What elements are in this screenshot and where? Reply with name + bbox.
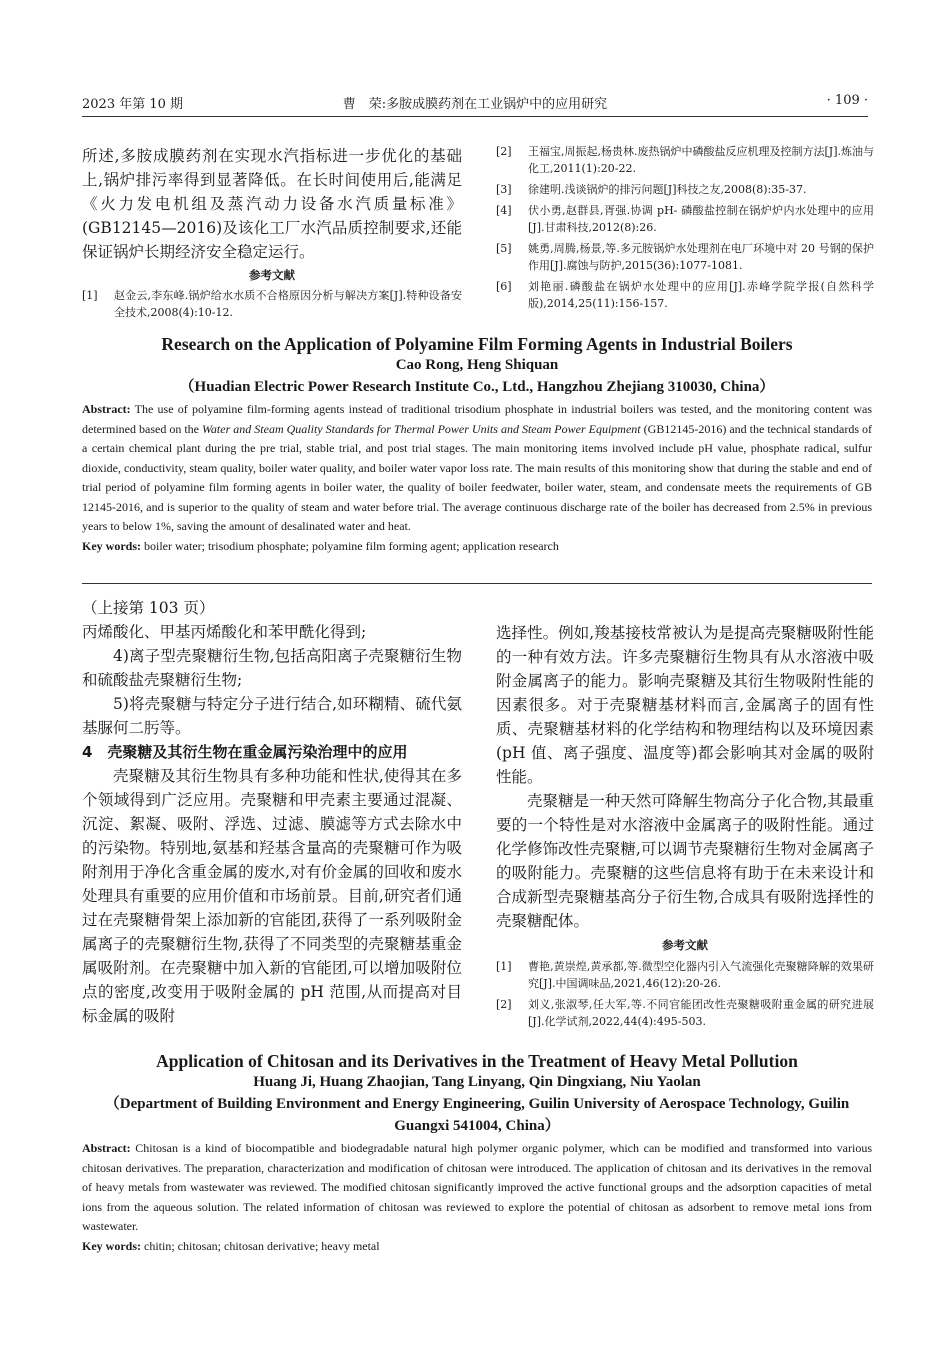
reference-item: [3] 徐建明.浅谈锅炉的排污问题[J]科技之友,2008(8):35-37. (496, 183, 807, 196)
article2-en-affiliation: （Department of Building Environment and Energy Engineering, Guilin University of Aerospace Technology, Guilin Guangxi 541004, China） (104, 1096, 850, 1134)
article1-en-authors: Cao Rong, Heng Shiquan (395, 357, 559, 373)
article1-keywords: Key words: boiler water; trisodium phosphate; polyamine film forming agent; application research (82, 538, 559, 553)
article2-references-heading: 参考文献 (662, 938, 708, 952)
abstract-label: Abstract: (82, 1141, 131, 1155)
running-title: 曹 荣:多胺成膜药剂在工业锅炉中的应用研究 (342, 97, 608, 112)
reference-item: [1] 赵金云,李东峰.锅炉给水水质不合格原因分析与解决方案[J].特种设备安全技术,2008(4):10-12. (82, 289, 462, 319)
article2-abstract: Abstract: Chitosan is a kind of biocompatible and biodegradable natural high polymer organic polymer, which can be modified and transformed into various chitosan derivatives. The preparation, characterization and modification of chitosan were introduced. The application of chitosan and its derivatives in the removal of heavy metals from wastewater was reviewed. The modified chitosan significantly improved the active functional groups and the adsorption capacities of metal ions from the aqueous solution. The related information of chitosan was reviewed to explore the potential of chitosan as adsorbent to remove metal ions from wastewater. (82, 1141, 873, 1233)
article1-references-left (82, 287, 462, 321)
header-rule (82, 116, 868, 117)
article1-conclusion: 所述,多胺成膜药剂在实现水汽指标进一步优化的基础上,锅炉排污率得到显著降低。在长时间使用后,能满足《火力发电机组及蒸汽动力设备水汽质量标准》(GB12145—2016)及该化工厂水汽品质控制要求,还能保证锅炉长期经济安全稳定运行。 (82, 147, 462, 261)
reference-item: [6] 刘艳丽.磷酸盐在锅炉水处理中的应用[J].赤峰学院学报(自然科学版),2014,25(11):156-157. (496, 280, 874, 310)
article1-en-title: Research on the Application of Polyamine Film Forming Agents in Industrial Boilers (161, 334, 793, 354)
article1-references-right (496, 143, 874, 312)
article2-en-title: Application of Chitosan and its Derivatives in the Treatment of Heavy Metal Pollution (156, 1051, 798, 1071)
body-paragraph: 5)将壳聚糖与特定分子进行结合,如环糊精、硫代氨基脲何二肟等。 (82, 695, 462, 737)
article-divider (82, 583, 872, 584)
reference-item: [1] 曹艳,黄崇煌,黄承都,等.微型空化器内引入气流强化壳聚糖降解的效果研究[J].中国调味品,2021,46(12):20-26. (496, 960, 874, 990)
body-paragraph: 选择性。例如,羧基接枝常被认为是提高壳聚糖吸附性能的一种有效方法。许多壳聚糖衍生物具有从水溶液中吸附金属离子的能力。影响壳聚糖及其衍生物吸附性能的因素很多。对于壳聚糖基材料而言,金属离子的固有性质、壳聚糖基材料的化学结构和物理结构以及环境因素(pH 值、离子强度、温度等)都会影响其对金属的吸附性能。 (496, 624, 874, 786)
reference-item: [2] 王福宝,周振起,杨贵林.废热锅炉中磷酸盐反应机理及控制方法[J].炼油与化工,2011(1):20-22. (496, 145, 874, 175)
article2-right-column (496, 621, 874, 1030)
article2-en-authors: Huang Ji, Huang Zhaojian, Tang Linyang, Qin Dingxiang, Niu Yaolan (253, 1074, 701, 1090)
article1-references-heading: 参考文献 (249, 268, 295, 282)
article1-left-column (82, 144, 462, 321)
continued-from-note: （上接第 103 页） (82, 599, 215, 617)
body-paragraph: 壳聚糖是一种天然可降解生物高分子化合物,其最重要的一个特性是对水溶液中金属离子的吸附性能。通过化学修饰改性壳聚糖,可以调节壳聚糖衍生物对金属离子的吸附能力。壳聚糖的这些信息将有助于在未来设计和合成新型壳聚糖基高分子衍生物,合成具有吸附选择性的壳聚糖配体。 (496, 792, 874, 930)
article2-references (496, 958, 874, 1030)
body-paragraph: 4)离子型壳聚糖衍生物,包括高阳离子壳聚糖衍生物和硫酸盐壳聚糖衍生物; (82, 647, 462, 689)
reference-item: [4] 伏小勇,赵群县,胥强.协调 pH- 磷酸盐控制在锅炉炉内水处理中的应用[J].甘肃科技,2012(8):26. (496, 204, 874, 234)
keywords-label: Key words: (82, 538, 141, 553)
reference-item: [5] 姚勇,周腾,杨景,等.多元胺锅炉水处理剂在电厂环境中对 20 号钢的保护作用[J].腐蚀与防护,2015(36):1077-1081. (496, 242, 874, 272)
article2-keywords: Key words: chitin; chitosan; chitosan derivative; heavy metal (82, 1238, 380, 1253)
keywords-label: Key words: (82, 1238, 141, 1253)
article1-en-affiliation: （Huadian Electric Power Research Institute Co., Ltd., Hangzhou Zhejiang 310030, China） (179, 379, 775, 395)
body-paragraph: 丙烯酸化、甲基丙烯酸化和苯甲酰化得到; (82, 623, 367, 641)
page-number: · 109 · (826, 93, 868, 108)
article1-english-abstract (82, 333, 872, 556)
article1-abstract: Abstract: The use of polyamine film-forming agents instead of traditional trisodium phosphate in industrial boilers was tested, and the monitoring content was determined based on the Water and Steam Quality Standards for Thermal Power Units and Steam Power Equipment (GB12145-2016) and the technical standards of a certain chemical plant during the pre trial, stable trial, and post trial stages. The main monitoring items involved include pH value, phosphate radical, sulfur dioxide, conductivity, steam quality, boiler water quality, and boiler water vapor loss rate. The main results of this monitoring show that during the stable and end of trial period of polyamine film forming agents in boiler water, the quality of boiler feedwater, boiler water, steam, and condensate meets the requirements of GB 12145-2016, and is superior to the quality of steam and water before trial. The average continuous discharge rate of the boiler has decreased from 2.5% in previous years to below 1%, saving the amount of desalinated water and heat. (82, 402, 872, 533)
journal-issue: 2023 年第 10 期 (82, 97, 184, 112)
abstract-standard-title: Water and Steam Quality Standards for Thermal Power Units and Steam Power Equipment (202, 421, 641, 436)
reference-item: [2] 刘义,张淑琴,任大军,等.不同官能团改性壳聚糖吸附重金属的研究进展[J].化学试剂,2022,44(4):495-503. (496, 998, 874, 1028)
body-paragraph: 壳聚糖及其衍生物具有多种功能和性状,使得其在多个领域得到广泛应用。壳聚糖和甲壳素主要通过混凝、沉淀、絮凝、吸附、浮选、过滤、膜滤等方式去除水中的污染物。特别地,氨基和羟基含量高的壳聚糖可作为吸附剂用于净化含重金属的废水,对有价金属的回收和废水处理具有重要的应用价值和市场前景。目前,研究者们通过在壳聚糖骨架上添加新的官能团,获得了一系列吸附金属离子的壳聚糖衍生物,获得了不同类型的壳聚糖基重金属吸附剂。在壳聚糖中加入新的官能团,可以增加吸附位点的密度,改变用于吸附金属的 pH 范围,从而提高对目标金属的吸附 (82, 767, 462, 1025)
section-heading: 4 壳聚糖及其衍生物在重金属污染治理中的应用 (82, 743, 408, 761)
article2-left-column (82, 596, 462, 1028)
running-header (82, 93, 868, 113)
article2-english-abstract (82, 1050, 872, 1256)
abstract-label: Abstract: (82, 402, 131, 416)
